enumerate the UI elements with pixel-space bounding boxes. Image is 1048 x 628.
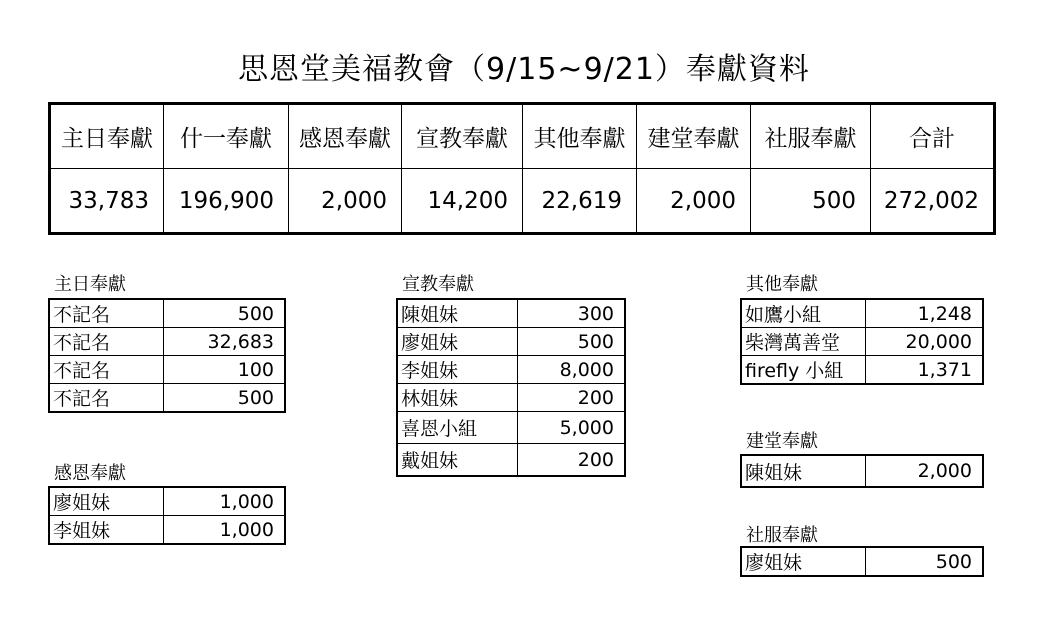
- summary-header-other: 其他奉獻: [523, 104, 637, 169]
- table-row: [397, 299, 625, 328]
- table-row: [49, 487, 285, 516]
- summary-value-thanks: 2,000: [289, 169, 402, 234]
- summary-header-building: 建堂奉獻: [637, 104, 751, 169]
- table-row: [49, 328, 285, 356]
- summary-value-other: 22,619: [523, 169, 637, 234]
- donation-amount: 1,248: [866, 299, 984, 328]
- donor-name: 廖姐妹: [397, 328, 518, 356]
- other-table: [740, 298, 984, 385]
- page-title: 思恩堂美福教會（9/15~9/21）奉獻資料: [238, 52, 810, 87]
- table-row: [397, 356, 625, 384]
- donor-name: 戴姐妹: [397, 444, 518, 477]
- thanks-table: [48, 486, 286, 545]
- table-row: [49, 384, 285, 413]
- summary-value-row: [50, 169, 995, 234]
- mission-table: [396, 298, 626, 477]
- section-title-social: 社服奉獻: [746, 525, 818, 546]
- summary-header-sunday: 主日奉獻: [50, 104, 164, 169]
- donation-amount: 300: [518, 299, 626, 328]
- table-row: [741, 547, 983, 576]
- donor-name: 不記名: [49, 328, 164, 356]
- donation-amount: 20,000: [866, 328, 984, 356]
- table-row: [397, 412, 625, 444]
- donor-name: 柴灣萬善堂: [741, 328, 866, 356]
- summary-header-thanks: 感恩奉獻: [289, 104, 402, 169]
- donation-amount: 2,000: [866, 455, 984, 487]
- summary-header-total: 合計: [871, 104, 995, 169]
- donation-amount: 500: [164, 299, 286, 328]
- table-row: [49, 299, 285, 328]
- table-row: [741, 328, 983, 356]
- summary-value-mission: 14,200: [402, 169, 523, 234]
- summary-value-total: 272,002: [871, 169, 995, 234]
- summary-table: [48, 102, 996, 235]
- table-row: [49, 356, 285, 384]
- donor-name: 如鷹小組: [741, 299, 866, 328]
- donation-amount: 1,000: [164, 516, 286, 545]
- summary-value-social: 500: [751, 169, 871, 234]
- table-row: [741, 455, 983, 487]
- section-title-sunday: 主日奉獻: [54, 274, 126, 295]
- summary-header-tithe: 什一奉獻: [164, 104, 289, 169]
- donor-name: 不記名: [49, 299, 164, 328]
- donation-amount: 32,683: [164, 328, 286, 356]
- donation-amount: 500: [518, 328, 626, 356]
- summary-header-row: [50, 104, 995, 169]
- table-row: [49, 516, 285, 545]
- section-title-thanks: 感恩奉獻: [54, 463, 126, 484]
- donor-name: firefly 小組: [741, 356, 866, 385]
- donor-name: 李姐妹: [49, 516, 164, 545]
- donor-name: 林姐妹: [397, 384, 518, 412]
- donor-name: 陳姐妹: [741, 455, 866, 487]
- donation-amount: 100: [164, 356, 286, 384]
- donor-name: 廖姐妹: [741, 547, 866, 576]
- table-row: [397, 384, 625, 412]
- summary-value-tithe: 196,900: [164, 169, 289, 234]
- building-table: [740, 454, 984, 488]
- table-row: [741, 356, 983, 385]
- section-title-building: 建堂奉獻: [746, 431, 818, 452]
- sunday-table: [48, 298, 286, 413]
- social-table: [740, 546, 984, 577]
- table-row: [397, 328, 625, 356]
- donor-name: 陳姐妹: [397, 299, 518, 328]
- donation-amount: 5,000: [518, 412, 626, 444]
- donation-amount: 500: [866, 547, 984, 576]
- donation-amount: 200: [518, 444, 626, 477]
- donation-amount: 200: [518, 384, 626, 412]
- donor-name: 廖姐妹: [49, 487, 164, 516]
- summary-value-sunday: 33,783: [50, 169, 164, 234]
- section-title-other: 其他奉獻: [746, 274, 818, 295]
- donation-amount: 8,000: [518, 356, 626, 384]
- donation-amount: 1,000: [164, 487, 286, 516]
- section-title-mission: 宣教奉獻: [402, 274, 474, 295]
- table-row: [741, 299, 983, 328]
- summary-value-building: 2,000: [637, 169, 751, 234]
- donor-name: 李姐妹: [397, 356, 518, 384]
- donor-name: 不記名: [49, 384, 164, 413]
- donation-amount: 500: [164, 384, 286, 413]
- donor-name: 不記名: [49, 356, 164, 384]
- summary-header-social: 社服奉獻: [751, 104, 871, 169]
- table-row: [397, 444, 625, 477]
- donor-name: 喜恩小組: [397, 412, 518, 444]
- summary-header-mission: 宣教奉獻: [402, 104, 523, 169]
- donation-amount: 1,371: [866, 356, 984, 385]
